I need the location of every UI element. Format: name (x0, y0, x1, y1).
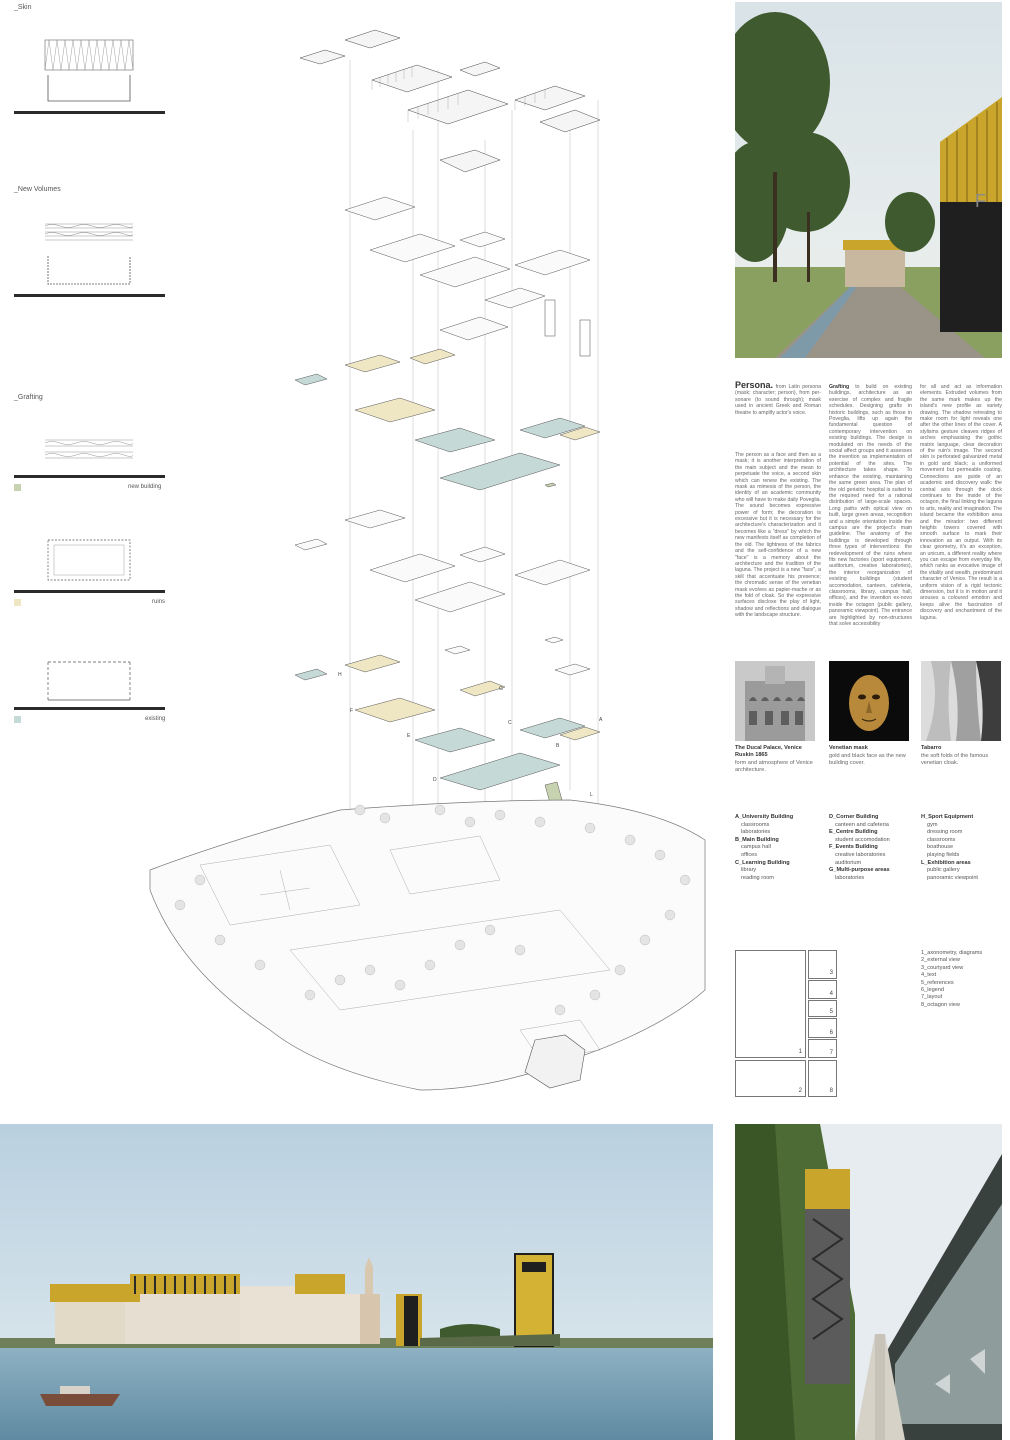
layout-number: 2 (798, 1088, 802, 1094)
layout-box-2 (735, 1060, 806, 1097)
label-c: C (508, 720, 512, 726)
skin-diagram-title: _Skin (14, 4, 32, 11)
program-item: laboratories (741, 829, 771, 836)
label-e: E (407, 733, 411, 739)
program-item: reading room (741, 874, 774, 881)
lagoon-panorama-render (0, 1124, 713, 1440)
grafting-diagram-existing (40, 656, 140, 704)
new-building-swatch (14, 484, 21, 491)
layout-number: 7 (829, 1050, 833, 1056)
program-g: G_Multi-purpose areas (829, 867, 890, 874)
layout-number: 5 (829, 1009, 833, 1015)
program-h: H_Sport Equipment (921, 814, 974, 820)
existing-legend-label: existing (145, 716, 166, 722)
index-item: 3_courtyard view (921, 964, 964, 971)
program-e: E_Centre Building (829, 829, 878, 836)
venetian-mask-image (829, 661, 909, 741)
description-body-2: to build on existing buildings, architecture as an exercise of complex and fragile schedules. Designing grafts in historic buildings, such as those in Poveglia, lifts up again the fundamental question of contemporary intervention on existing buildings. The design is modulated on the needs of the social affect groups and it assesses the invention as implementation of potential of the sites. The architecture takes shape. To enhance the existing, maintaining the same green area. The plan of the old geriatric hospital is suited to the required need for a rational distribution of large-scale spaces. Long paths with optical view on built, large green areas, recognition and a simple orientation inside the campus are the project's main guideline. The anatomy of the buildings is developed through three types of interventions: the redevelopment of the ruins where fits new factories (sport equipment, auditorium, creative laboratories), the interior reorganization of existing buildings (student accomodation, canteen, cafeteria, classrooms, library, campus hall, offices), and the invention ex-novo inside the octagon (public gallery, panoramic viewpoint). The entrance are highlighted by non-structures that solve accessibility (829, 384, 912, 628)
reference-desc-3: the soft folds of the famous venetian cloak. (921, 753, 989, 766)
layout-box-8 (808, 1060, 837, 1097)
index-item: 4_text (921, 972, 937, 979)
label-f: F (350, 708, 354, 714)
program-a: A_University Building (735, 814, 794, 820)
index-item: 8_octagon view (921, 1001, 960, 1008)
program-f: F_Events Building (829, 844, 878, 851)
grafting-diagram-title: _Grafting (14, 394, 43, 401)
program-item: laboratories (835, 874, 865, 881)
grafting-lead: Grafting (829, 384, 850, 390)
ruins-legend-label: ruins (152, 599, 166, 605)
external-view-render (735, 2, 1002, 358)
program-l: L_Exhibition areas (921, 859, 971, 866)
layout-number: 8 (829, 1088, 833, 1094)
index-item: 6_legend (921, 987, 945, 994)
existing-swatch (14, 716, 21, 723)
program-item: playing fields (927, 851, 960, 858)
layout-box-5 (808, 1000, 837, 1017)
program-item: boathouse (927, 844, 954, 851)
layout-box-1 (735, 950, 806, 1058)
program-column-2 (829, 814, 919, 882)
program-column-3 (921, 814, 1003, 882)
ducal-palace-image (735, 661, 815, 741)
program-item: canteen and cafeteria (835, 821, 889, 828)
program-column-1 (735, 814, 825, 882)
program-c: C_Learning Building (735, 859, 790, 866)
tabarro-image (921, 661, 1001, 741)
program-item: student accomodation (835, 836, 890, 843)
program-item: classrooms (927, 836, 956, 843)
program-item: public gallery (927, 867, 960, 874)
label-d: D (433, 777, 437, 783)
layout-number: 1 (798, 1049, 802, 1055)
new-volumes-diagram-title: _New Volumes (14, 186, 61, 193)
ruins-swatch (14, 599, 21, 606)
description-column-1 (735, 382, 821, 416)
layout-box-6 (808, 1018, 837, 1038)
svg-text:F: F (975, 191, 986, 211)
label-a: A (599, 717, 603, 723)
reference-title-3: Tabarro (921, 745, 942, 751)
program-item: dressing room (927, 829, 963, 836)
layout-number: 6 (829, 1030, 833, 1036)
index-item: 2_external view (921, 957, 960, 964)
program-b: B_Main Building (735, 836, 779, 843)
new-volumes-diagram (40, 218, 140, 290)
program-d: D_Corner Building (829, 814, 879, 820)
description-body-3: for all and act as information elements. Extruded volumes from the same mark makes up the island's new profile as variety drawing. The shadow retreating to make room for light reveals one after the other lines of the cover. A stylisms gesture cleaves ridges of arches emphasising the gothic matrix language, clear decoration of the ruin's image. The second skin is perforated galvanized metal in gold and black; a uniformed movement but permeable coating. Connections are guide of an academic and discovery walk: the central axis through the dock continues to the inside of the octagon, the final linking the laguna to arts, reality and imagination. The island became the exhibition area and the mirador: two different heights towers covered with smooth surface to mark their innovation as an output. With its clear geometry, it's an exception, an unicum, a different reality where you can escape from everyday life, which ranks as evocative image of the vitality and wealth, predominant character of Venice. The result is a uniform vision of a rigid tectonic dimension, but it is in motion and it arouses a coloured emotion and keeps alive the fascination of discovery and enchantment of the laguna. (920, 384, 1002, 621)
description-column-2 (829, 384, 912, 627)
layout-box-4 (808, 980, 837, 999)
layout-box-7 (808, 1039, 837, 1058)
index-item: 1_axonometry, diagrams (921, 950, 983, 956)
reference-desc-1: form and atmosphere of Venice architecture. (735, 760, 813, 773)
program-item: gym (927, 821, 938, 828)
exploded-axonometry (140, 10, 720, 1110)
program-item: auditorium (835, 859, 862, 866)
description-body-1: The person as a face and then as a mask; it is another interpretation of the main subject and the mean to perpetuate the voice, a second skin which can renew the existing. The mask as mimesis of the person, the identity of an academic community who will have to make daily Poveglia. The sound becomes expressive power of form; the decoration is excessive but it is necessary for the architecture's characterization and it becomes like a "dress" by which the new manifests itself as completion of the old. The lightness of the fabrics and the self-confidence of a new "face" is a memory about the architecture and the tradition of the laguna. The project is a new "face", a skill that accentuate his presence; the chromatic sense of the venetian mask evolves as papier-mache or as the fold of cloak. So the expressive surfaces disclose the play of light, shadow and reflections and dialogue with the landscape structure. (735, 452, 821, 619)
reference-title-2: Venetian mask (829, 745, 868, 751)
reference-desc-2: gold and black face as the new building cover. (829, 753, 906, 766)
label-g: G (499, 686, 503, 692)
octagon-view-render (735, 1124, 1002, 1440)
program-item: library (741, 867, 757, 874)
label-b: B (556, 743, 560, 749)
index-item: 5_references (921, 979, 954, 986)
index-item: 7_layout (921, 994, 943, 1001)
program-item: creative laboratories (835, 851, 886, 858)
grafting-diagram-ruins (40, 535, 140, 585)
layout-number: 3 (829, 970, 833, 976)
skin-diagram (40, 35, 140, 105)
program-item: offices (741, 851, 758, 858)
drawing-index (921, 950, 1003, 1009)
layout-number: 4 (829, 991, 833, 997)
reference-title-1: The Ducal Palace, Venice Ruskin 1865 (735, 745, 802, 758)
description-title: Persona. (735, 380, 774, 390)
program-item: campus hall (741, 844, 771, 851)
description-intro: from Latin persona (mask; character; person), from per-sonare (to sound through); mask used in ancient Greek and Roman theatre to amplify actor's voice. (735, 384, 821, 416)
program-item: classrooms (741, 821, 770, 828)
grafting-diagram-new (40, 432, 140, 472)
program-item: panoramic viewpoint (927, 874, 978, 881)
label-h: H (338, 672, 342, 678)
new-building-legend-label: new building (128, 484, 162, 490)
layout-box-3 (808, 950, 837, 979)
label-l: L (590, 792, 593, 798)
